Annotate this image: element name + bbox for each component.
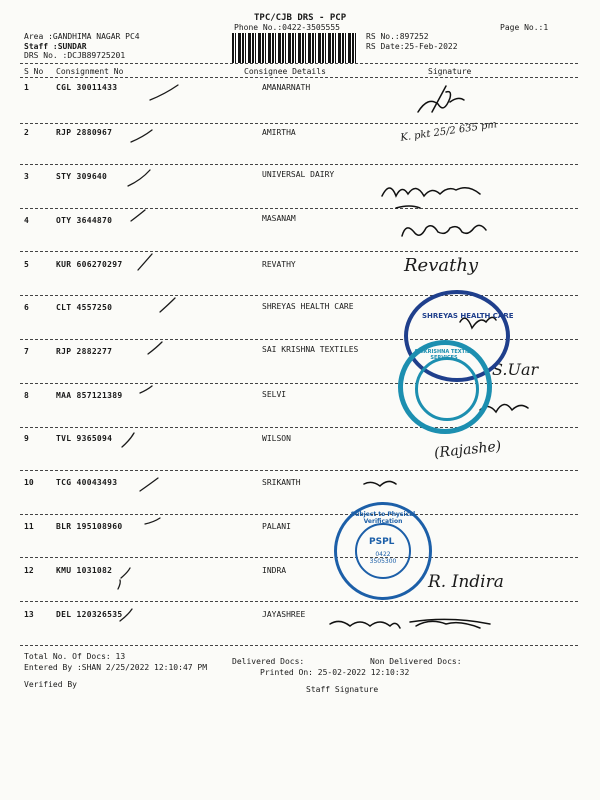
row-consignee: AMIRTHA bbox=[262, 128, 296, 137]
non-delivered-docs: Non Delivered Docs: bbox=[370, 657, 462, 666]
row-sno: 8 bbox=[24, 391, 29, 400]
row-consignment: DEL 120326535 bbox=[56, 610, 123, 619]
delivered-docs: Delivered Docs: bbox=[232, 657, 305, 666]
printed-on: Printed On: 25-02-2022 12:10:32 bbox=[260, 668, 410, 677]
row-consignment: TCG 40043493 bbox=[56, 478, 118, 487]
column-header-sno: S No bbox=[24, 67, 44, 76]
saikrishna-stamp: SAIKRISHNA TEXTILE SERVICES bbox=[398, 340, 492, 434]
row-consignee: SRIKANTH bbox=[262, 478, 301, 487]
row-consignment: KMU 1031082 bbox=[56, 566, 113, 575]
entered-by: Entered By :SHAN 2/25/2022 12:10:47 PM bbox=[24, 663, 208, 672]
row-consignee: WILSON bbox=[262, 434, 291, 443]
drs-number: DRS No. :DCJB89725201 bbox=[24, 51, 126, 60]
row-consignee: UNIVERSAL DAIRY bbox=[262, 170, 335, 179]
row-sno: 3 bbox=[24, 172, 29, 181]
total-docs: Total No. Of Docs: 13 bbox=[24, 652, 126, 661]
pspl-stamp: Subject to Physical Verification PSPL 0422 3505300 bbox=[334, 502, 432, 600]
row-consignment: RJP 2880967 bbox=[56, 128, 113, 137]
row-consignee: PALANI bbox=[262, 522, 291, 531]
row-sno: 1 bbox=[24, 83, 29, 92]
page-number: Page No.:1 bbox=[500, 23, 549, 32]
row-consignment: TVL 9365094 bbox=[56, 434, 113, 443]
phone-number: Phone No.:0422-3505555 bbox=[234, 23, 340, 32]
row-consignment: MAA 857121389 bbox=[56, 391, 123, 400]
area-label: Area :GANDHIMA NAGAR PC4 bbox=[24, 32, 140, 41]
staff-signature: Staff Signature bbox=[306, 685, 379, 694]
handwritten-signature-wilson: (Rajashe) bbox=[433, 438, 502, 462]
row-consignee: AMANARNATH bbox=[262, 83, 311, 92]
row-consignee: INDRA bbox=[262, 566, 287, 575]
row-sno: 12 bbox=[24, 566, 34, 575]
row-consignment: CLT 4557250 bbox=[56, 303, 113, 312]
row-consignee: JAYASHREE bbox=[262, 610, 306, 619]
row-sno: 5 bbox=[24, 260, 29, 269]
row-sno: 2 bbox=[24, 128, 29, 137]
handwritten-signature-indra: R. Indira bbox=[428, 572, 504, 592]
row-sno: 9 bbox=[24, 434, 29, 443]
row-consignee: REVATHY bbox=[262, 260, 296, 269]
row-consignment: STY 309640 bbox=[56, 172, 108, 181]
handwritten-note: K. pkt 25/2 635 pm bbox=[399, 119, 498, 144]
row-consignee: MASANAM bbox=[262, 214, 296, 223]
document-title: TPC/CJB DRS - PCP bbox=[254, 13, 347, 23]
row-sno: 10 bbox=[24, 478, 34, 487]
row-sno: 6 bbox=[24, 303, 29, 312]
rs-number: RS No.:897252 bbox=[366, 32, 429, 41]
row-sno: 4 bbox=[24, 216, 29, 225]
staff-label: Staff :SUNDAR bbox=[24, 42, 87, 51]
handwritten-signature-revathy: Revathy bbox=[404, 255, 479, 276]
row-consignment: OTY 3644870 bbox=[56, 216, 113, 225]
shreyas-stamp: SHREYAS HEALTH CARE bbox=[404, 290, 510, 382]
verified-by: Verified By bbox=[24, 680, 77, 689]
rs-date: RS Date:25-Feb-2022 bbox=[366, 42, 458, 51]
row-consignment: RJP 2882277 bbox=[56, 347, 113, 356]
row-sno: 13 bbox=[24, 610, 34, 619]
column-header-consignee: Consignee Details bbox=[244, 67, 326, 76]
row-consignment: KUR 606270297 bbox=[56, 260, 123, 269]
row-consignment: BLR 195108960 bbox=[56, 522, 123, 531]
handwritten-signature-selvi: S.Uar bbox=[492, 360, 539, 379]
row-sno: 7 bbox=[24, 347, 29, 356]
row-consignee: SAI KRISHNA TEXTILES bbox=[262, 345, 359, 354]
row-sno: 11 bbox=[24, 522, 34, 531]
row-consignment: CGL 30011433 bbox=[56, 83, 118, 92]
row-consignee: SHREYAS HEALTH CARE bbox=[262, 302, 354, 311]
column-header-consignment: Consignment No bbox=[56, 67, 124, 76]
row-consignee: SELVI bbox=[262, 390, 287, 399]
column-header-signature: Signature bbox=[428, 67, 472, 76]
